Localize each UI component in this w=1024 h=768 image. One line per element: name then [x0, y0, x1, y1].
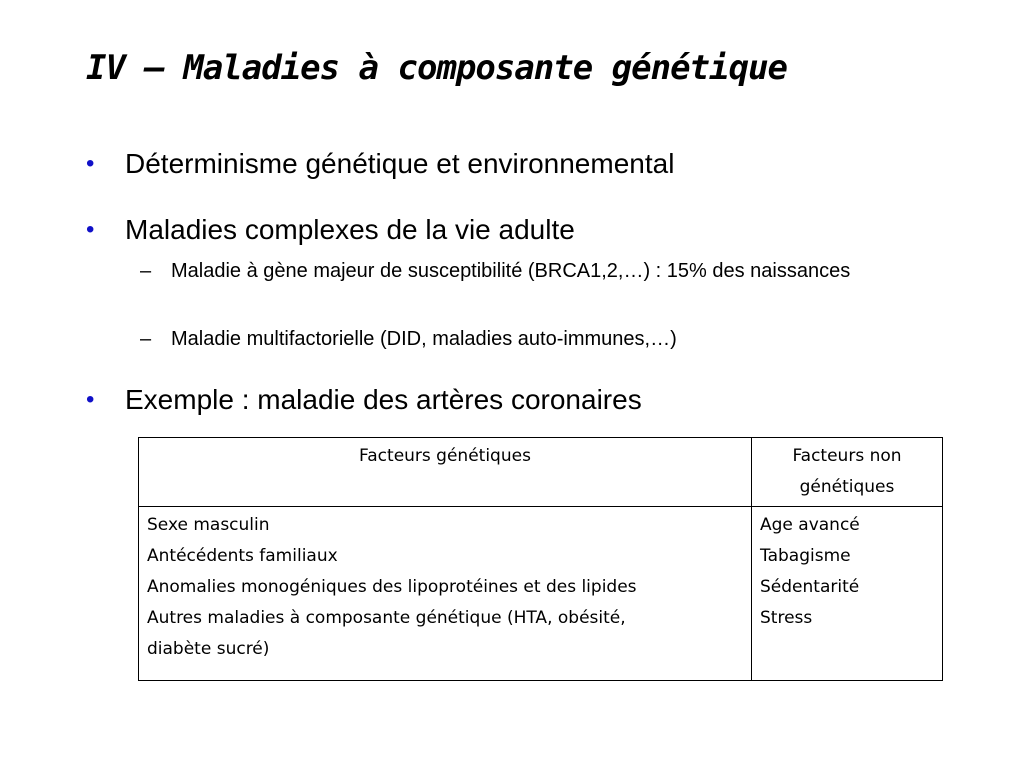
table-row — [139, 507, 943, 681]
bullet-text: Exemple : maladie des artères coronaires — [125, 384, 642, 415]
non-genetic-factors-cell — [752, 507, 943, 681]
sub-text: Maladie à gène majeur de susceptibilité (BRCA1,2,…) : 15% des naissances — [171, 260, 851, 282]
genetic-factor-item: Autres maladies à composante génétique (HTA, obésité, — [147, 608, 626, 628]
bullet-text: Déterminisme génétique et environnemental — [125, 148, 675, 179]
non-genetic-factor-item: Sédentarité — [760, 577, 860, 597]
genetic-factor-item: diabète sucré) — [147, 639, 270, 659]
genetic-factor-item: Sexe masculin — [147, 515, 270, 535]
sub-text: Maladie multifactorielle (DID, maladies auto-immunes,…) — [171, 328, 677, 350]
non-genetic-factor-item: Stress — [760, 608, 813, 628]
non-genetic-factor-item: Age avancé — [760, 515, 860, 535]
genetic-factor-item: Anomalies monogéniques des lipoprotéines et des lipides — [147, 577, 637, 597]
genetic-factor-item: Antécédents familiaux — [147, 546, 338, 566]
non-genetic-factor-item: Tabagisme — [760, 546, 851, 566]
table-header-row — [139, 438, 943, 507]
bullet-dot: • — [86, 150, 95, 177]
bullet-dot: • — [86, 216, 95, 243]
slide-title: IV – Maladies à composante génétique — [86, 48, 787, 88]
sub-dash: – — [140, 328, 152, 350]
genetic-factors-cell — [139, 507, 752, 681]
header-genetic-factors: Facteurs génétiques — [139, 438, 752, 507]
sub-dash: – — [140, 260, 152, 282]
header-non-genetic-factors: Facteurs non génétiques — [752, 438, 943, 507]
risk-factors-table — [138, 437, 943, 681]
bullet-dot: • — [86, 386, 95, 413]
bullet-text: Maladies complexes de la vie adulte — [125, 214, 575, 245]
